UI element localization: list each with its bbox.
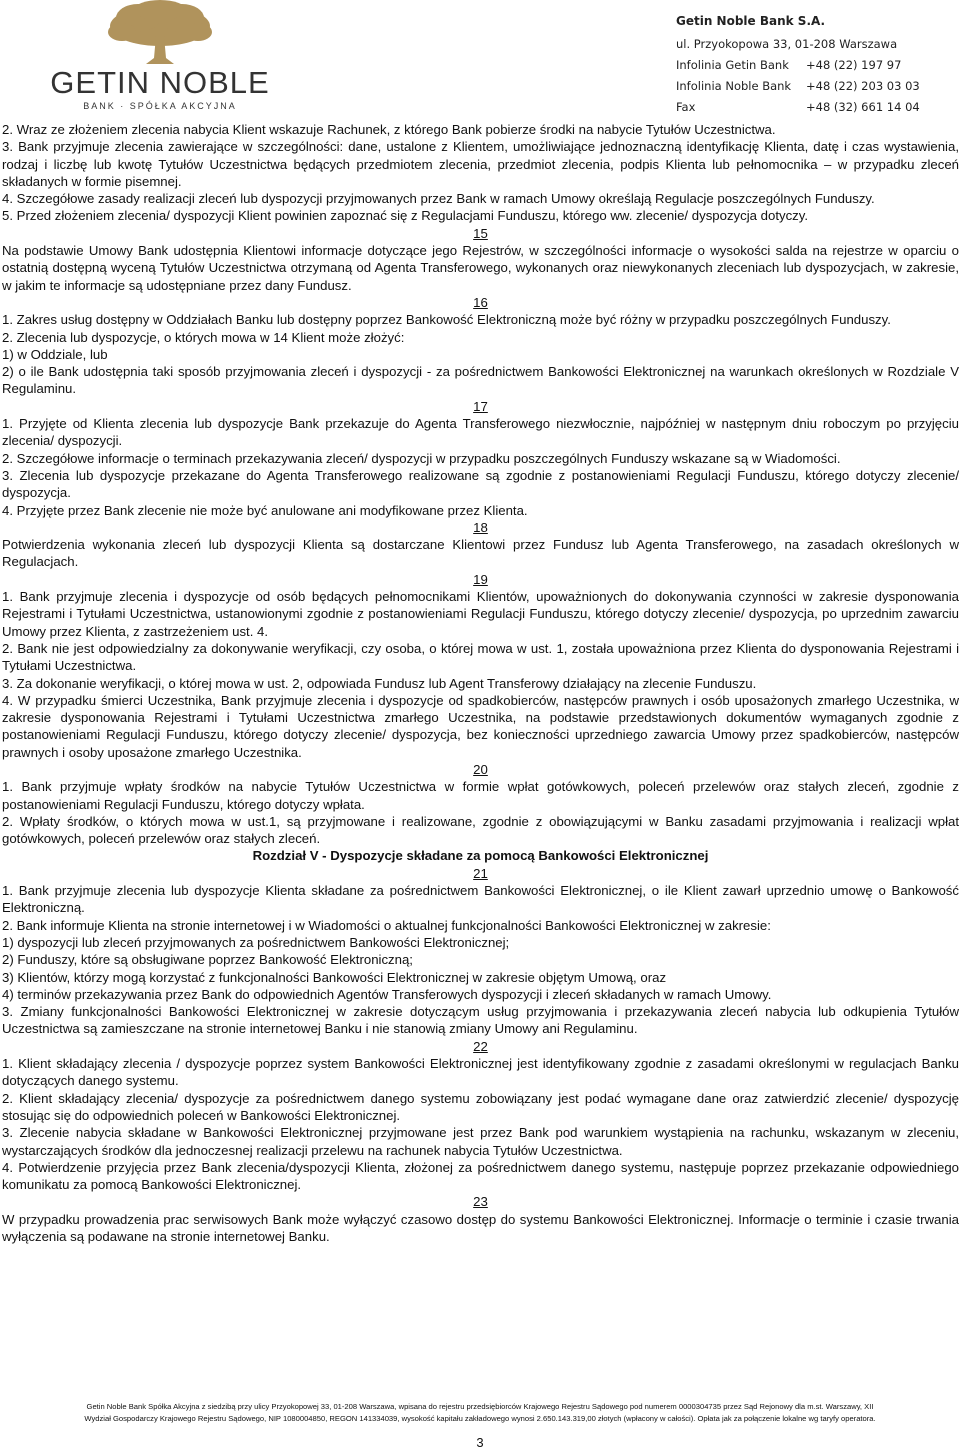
paragraph: 2. Wraz ze złożeniem zlecenia nabycia Klient wskazuje Rachunek, z którego Bank pobierze środki na nabycie Tytułów Uczestnictwa. xyxy=(2,122,776,137)
letterhead xyxy=(0,0,960,120)
document-body xyxy=(2,121,959,1245)
contact-value: +48 (22) 203 03 03 xyxy=(806,78,920,93)
paragraph: 4. Szczegółowe zasady realizacji zleceń lub dyspozycji przyjmowanych przez Bank w ramach Umowy określają Regulacje poszczególnych Funduszy. xyxy=(2,191,875,207)
paragraph: 4) terminów przekazywania przez Bank do odpowiednich Agentów Transferowych dyspozycji i zleceń składanych w ramach Umowy. xyxy=(2,986,772,1002)
contact-label: Infolinia Getin Bank xyxy=(676,57,789,72)
paragraph: 4. W przypadku śmierci Uczestnika, Bank przyjmuje zlecenia i dyspozycje od spadkobierców, następców prawnych i osób uposażonych zmarłego Uczestnika, w zakresie dysponowania Rejestrami i Tytułami Uczestnictwa zmarłego Uczestnika, na podstawie przedstawionych dokumentów wymaganych zgodnie z postanowieniami Regulacji Funduszu, którego dotyczy zlecenie/ dyspozycja, bez konieczności uprzedniego zawarcia Umowy przez spadkobierców, następców prawnych i osoby uposażone zmarłego Uczestnika. xyxy=(2,692,959,760)
footer-line: Wydział Gospodarczy Krajowego Rejestru Sądowego, NIP 1080004850, REGON 141334039, wysokość kapitału zakładowego wynosi 2.650.143.319,00 złotych (wpłacony w całości). Opłata jak za połączenie lokalne wg taryfy operatora. xyxy=(84,1414,876,1423)
bank-address: ul. Przyokopowa 33, 01-208 Warszawa xyxy=(676,36,898,51)
contact-label: Fax xyxy=(676,99,696,114)
paragraph: 3. Zmiany funkcjonalności Bankowości Elektronicznej w zakresie dotyczącym usług przyjmowania i przekazywania zleceń nabycia lub odkupienia Tytułów Uczestnictwa są zamieszczane na stronie internetowej Banku i nie stanowią zmiany Umowy ani Regulaminu. xyxy=(2,1004,959,1037)
contact-value: +48 (22) 197 97 xyxy=(806,57,902,72)
paragraph: 4. Przyjęte przez Bank zlecenie nie może być anulowane ani modyfikowane przez Klienta. xyxy=(2,502,528,518)
footer-line: Getin Noble Bank Spółka Akcyjna z siedzibą przy ulicy Przyokopowej 33, 01-208 Warszawa, wpisana do rejestru przedsiębiorców Krajowego Rejestru Sądowego pod numerem 0000304735 przez Sąd Rejonowy dla m.st. Warszawy, XII xyxy=(86,1402,874,1411)
bank-logo xyxy=(40,0,280,120)
paragraph: 1) dyspozycji lub zleceń przyjmowanych za pośrednictwem Bankowości Elektronicznej; xyxy=(2,934,510,950)
paragraph: 1. Bank przyjmuje zlecenia lub dyspozycje Klienta składane za pośrednictwem Bankowości Elektronicznej, o ile Klient zawarł uprzednio umowę o Bankowość Elektroniczną. xyxy=(2,883,959,916)
footer-legal-text xyxy=(0,1401,960,1425)
section-number: 21 xyxy=(473,865,488,881)
section-heading xyxy=(2,1193,959,1210)
contact-value: +48 (32) 661 14 04 xyxy=(806,99,920,114)
paragraph: 1. Bank przyjmuje wpłaty środków na nabycie Tytułów Uczestnictwa w formie wpłat gotówkowych, poleceń przelewów oraz stałych zleceń, zgodnie z postanowieniami Regulacji Funduszu, którego dotyczy wpłata. xyxy=(2,779,959,812)
paragraph: 2) o ile Bank udostępnia taki sposób przyjmowania zleceń i dyspozycji - za pośrednictwem Bankowości Elektronicznej na warunkach określonych w Rozdziale V Regulaminu. xyxy=(2,364,959,397)
section-number: 20 xyxy=(473,761,488,777)
chapter-title: Rozdział V - Dyspozycje składane za pomocą Bankowości Elektronicznej xyxy=(252,848,709,864)
page-number: 3 xyxy=(476,1435,484,1450)
paragraph: 1. Klient składający zlecenia / dyspozycje poprzez system Bankowości Elektronicznej jest identyfikowany zgodnie z zasadami określonymi w regulacjach Banku dotyczących danego systemu. xyxy=(2,1056,959,1089)
section-number: 19 xyxy=(473,571,488,587)
section-number: 16 xyxy=(473,294,488,310)
logo-subtitle: BANK · SPÓŁKA AKCYJNA xyxy=(83,101,237,111)
paragraph: 2. Zlecenia lub dyspozycje, o których mowa w 14 Klient może złożyć: xyxy=(2,329,405,345)
contact-row xyxy=(676,96,956,117)
section-heading xyxy=(2,519,959,536)
paragraph: 3. Bank przyjmuje zlecenia zawierające w szczególności: dane, ustalone z Klientem, umożliwiające jednoznaczną identyfikację Klienta, datę i czas wystawienia, rodzaj i liczbę lub kwotę Tytułów Uczestnictwa będących przedmiotem zlecenia, przedmiot zlecenia, podpis Klienta lub pełnomocnika – w przypadku zleceń składanych w formie pisemnej. xyxy=(2,139,959,189)
paragraph: 3. Zlecenie nabycia składane w Bankowości Elektronicznej przyjmowane jest przez Bank pod warunkiem wystąpienia na rachunku, wskazanym w zleceniu, wystarczających środków dla jednoczesnej realizacji przelewu na rachunek nabycia Tytułów Uczestnictwa. xyxy=(2,1125,959,1158)
paragraph: 3. Zlecenia lub dyspozycje przekazane do Agenta Transferowego realizowane są zgodnie z postanowieniami Regulacji Funduszu, którego dotyczy zlecenie/ dyspozycja. xyxy=(2,467,959,501)
paragraph: W przypadku prowadzenia prac serwisowych Bank może wyłączyć czasowo dostęp do systemu Bankowości Elektronicznej. Informacje o terminie i czasie trwania wyłączenia są podawane na stronie internetowej Banku. xyxy=(2,1211,959,1244)
contact-label: Infolinia Noble Bank xyxy=(676,78,792,93)
section-heading xyxy=(2,225,959,242)
contact-row xyxy=(676,54,956,75)
logo-wordmark: GETIN NOBLE xyxy=(50,65,270,100)
paragraph: 2. Klient składający zlecenia/ dyspozycje za pośrednictwem danego systemu zobowiązany jest podać wymagane dane oraz zatwierdzić zlecenie/ dyspozycję stosując się do odpowiednich poleceń w Bankowości Elektronicznej. xyxy=(2,1090,959,1123)
contact-block xyxy=(676,10,956,117)
paragraph: 3) Klientów, którzy mogą korzystać z funkcjonalności Bankowości Elektronicznej w zakresie objętym Umową, oraz xyxy=(2,969,667,985)
paragraph: Potwierdzenia wykonania zleceń lub dyspozycji Klienta są dostarczane Klientowi przez Fundusz lub Agenta Transferowego, na zasadach określonych w Regulacjach. xyxy=(2,537,959,570)
section-heading xyxy=(2,571,959,588)
paragraph: 3. Za dokonanie weryfikacji, o której mowa w ust. 2, odpowiada Fundusz lub Agent Transferowy działający na zlecenie Funduszu. xyxy=(2,675,757,691)
paragraph: 4. Potwierdzenie przyjęcia przez Bank zlecenia/dyspozycji Klienta, złożonej za pośrednictwem danego systemu, następuje poprzez przekazanie odpowiedniego komunikatu za pomocą Bankowości Elektronicznej. xyxy=(2,1159,959,1193)
paragraph: 5. Przed złożeniem zlecenia/ dyspozycji Klient powinien zapoznać się z Regulacjami Funduszu, którego ww. zlecenie/ dyspozycja dotyczy. xyxy=(2,208,809,224)
section-heading xyxy=(2,1038,959,1055)
paragraph: 1. Bank przyjmuje zlecenia i dyspozycje od osób będących pełnomocnikami Klientów, upoważnionych do dokonywania czynności w zakresie dysponowania Rejestrami i Tytułami Uczestnictwa, ustanowionymi zgodnie z postanowieniami Regulacji Funduszu, którego dotyczy zlecenie/ dyspozycja, po uprzednim zawarciu Umowy przez Klienta, z zastrzeżeniem ust. 4. xyxy=(2,589,959,639)
section-heading xyxy=(2,865,959,882)
paragraph: Na podstawie Umowy Bank udostępnia Klientowi informacje dotyczące jego Rejestrów, w szczególności informacje o wysokości salda na rejestrze w oparciu o ostatnią dostępną wyceną Tytułów Uczestnictwa otrzymaną od Agenta Transferowego, wykonanych oraz niewykonanych zleceniach lub dyspozycjach, w zakresie, w jakim te informacje są udostępniane przez dany Fundusz. xyxy=(2,243,959,293)
contact-row xyxy=(676,75,956,96)
paragraph: 1. Zakres usług dostępny w Oddziałach Banku lub dostępny poprzez Bankowość Elektroniczną może być różny w przypadku poszczególnych Funduszy. xyxy=(2,312,891,328)
section-heading xyxy=(2,398,959,415)
paragraph: 1) w Oddziale, lub xyxy=(2,346,108,362)
paragraph: 2. Bank nie jest odpowiedzialny za dokonywanie weryfikacji, czy osoba, o której mowa w ust. 1, została upoważniona przez Klienta do dysponowania Rejestrami i Tytułami Uczestnictwa. xyxy=(2,640,959,674)
paragraph: 2. Bank informuje Klienta na stronie internetowej i w Wiadomości o aktualnej funkcjonalności Bankowości Elektronicznej w zakresie: xyxy=(2,917,771,933)
section-heading xyxy=(2,761,959,778)
section-heading xyxy=(2,294,959,311)
section-number: 18 xyxy=(473,519,488,535)
paragraph: 2) Funduszy, które są obsługiwane poprzez Bankowość Elektroniczną; xyxy=(2,952,413,968)
paragraph: 1. Przyjęte od Klienta zlecenia lub dyspozycje Bank przekazuje do Agenta Transferowego niezwłocznie, najpóźniej w następnym dniu roboczym po przyjęciu zlecenia/ dyspozycji. xyxy=(2,416,959,449)
section-number: 22 xyxy=(473,1038,488,1054)
paragraph: 2. Szczegółowe informacje o terminach przekazywania zleceń/ dyspozycji w przypadku poszczególnych Funduszy wskazane są w Wiadomości. xyxy=(2,450,841,466)
section-number: 15 xyxy=(473,225,488,241)
paragraph: 2. Wpłaty środków, o których mowa w ust.1, są przyjmowane i realizowane, zgodnie z obowiązującymi w Banku zasadami przyjmowania i realizacji wpłat gotówkowych, poleceń przelewów oraz stałych zleceń. xyxy=(2,813,959,847)
oak-tree-icon xyxy=(100,0,220,66)
section-number: 17 xyxy=(473,398,488,414)
section-number: 23 xyxy=(473,1194,488,1210)
bank-name: Getin Noble Bank S.A. xyxy=(676,13,826,28)
